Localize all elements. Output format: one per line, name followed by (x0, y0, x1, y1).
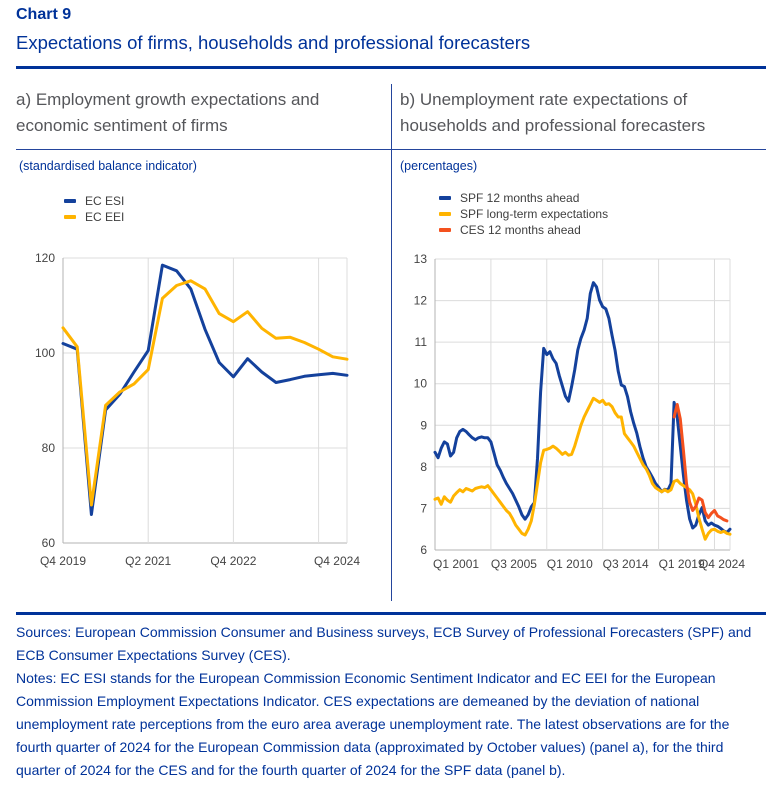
x-tick-label: Q4 2024 (313, 554, 360, 568)
legend-label: CES 12 months ahead (460, 222, 581, 237)
panel-a-unit-label: (standardised balance indicator) (19, 159, 197, 173)
x-tick-label: Q1 2019 (658, 557, 705, 571)
x-tick-label: Q4 2024 (698, 557, 745, 571)
y-tick-label: 13 (413, 252, 427, 266)
x-tick-label: Q4 2019 (39, 554, 87, 568)
footnotes (16, 621, 764, 782)
legend-swatch (439, 212, 451, 216)
panel-a-line-chart (18, 243, 370, 579)
y-tick-label: 7 (420, 501, 427, 516)
vertical-panel-divider (391, 84, 392, 601)
y-tick-label: 8 (420, 459, 427, 474)
y-tick-label: 12 (413, 293, 427, 308)
legend-item (439, 207, 608, 220)
legend-swatch (64, 215, 76, 219)
x-tick-label: Q4 2022 (210, 554, 257, 568)
x-tick-label: Q2 2021 (125, 554, 172, 568)
y-tick-label: 11 (414, 335, 427, 350)
y-tick-label: 6 (420, 543, 427, 557)
legend-item (64, 194, 124, 207)
legend-label: EC EEI (85, 209, 125, 224)
sources-text: Sources: European Commission Consumer and Business surveys, ECB Survey of Professional Forecasters (SPF) and ECB Consumer Expectations Survey (CES). (16, 624, 752, 663)
panel-a-legend (64, 194, 124, 223)
x-tick-label: Q1 2001 (433, 557, 480, 571)
y-tick-label: 100 (34, 346, 55, 360)
legend-label: EC ESI (85, 193, 125, 208)
series-line-ec-eei (63, 281, 347, 505)
y-tick-label: 9 (420, 418, 427, 433)
legend-item (439, 191, 608, 204)
legend-swatch (64, 199, 76, 203)
x-tick-label: Q1 2010 (546, 557, 593, 571)
x-tick-label: Q3 2014 (602, 557, 649, 571)
legend-swatch (439, 196, 451, 200)
panel-b-legend (439, 191, 608, 236)
legend-label: SPF long-term expectations (460, 206, 609, 221)
y-tick-label: 60 (41, 536, 55, 550)
series-line-ec-esi (63, 265, 347, 514)
panel-b-title: b) Unemployment rate expectations of households and professional forecasters (400, 90, 706, 135)
legend-item (439, 223, 608, 236)
notes-text: Notes: EC ESI stands for the European Commission Economic Sentiment Indicator and EC EEI for the European Commission Employment Expectations Indicator. CES expectations are demeaned by the deviation of national unemployment rate perceptions from the euro area average unemployment rate. The latest observations are for the fourth quarter of 2024 for the European Commission data (approximated by October values) (panel a), for the third quarter of 2024 for the CES and for the fourth quarter of 2024 for the SPF data (panel b). (16, 670, 730, 778)
y-tick-label: 80 (41, 441, 55, 455)
panel-a-title: a) Employment growth expectations and economic sentiment of firms (16, 90, 320, 135)
chart-title: Expectations of firms, households and professional forecasters (16, 32, 531, 53)
panel-b-line-chart (393, 243, 773, 579)
top-divider (16, 66, 766, 69)
x-tick-label: Q3 2005 (490, 557, 537, 571)
bottom-divider (16, 612, 766, 615)
y-tick-label: 10 (413, 376, 427, 391)
y-tick-label: 120 (34, 251, 55, 265)
series-line-spf-12-months-ahead (435, 283, 730, 533)
chart-number: Chart 9 (16, 6, 72, 23)
legend-label: SPF 12 months ahead (460, 190, 580, 205)
legend-item (64, 210, 124, 223)
panel-b-unit-label: (percentages) (400, 159, 478, 173)
legend-swatch (439, 228, 451, 232)
